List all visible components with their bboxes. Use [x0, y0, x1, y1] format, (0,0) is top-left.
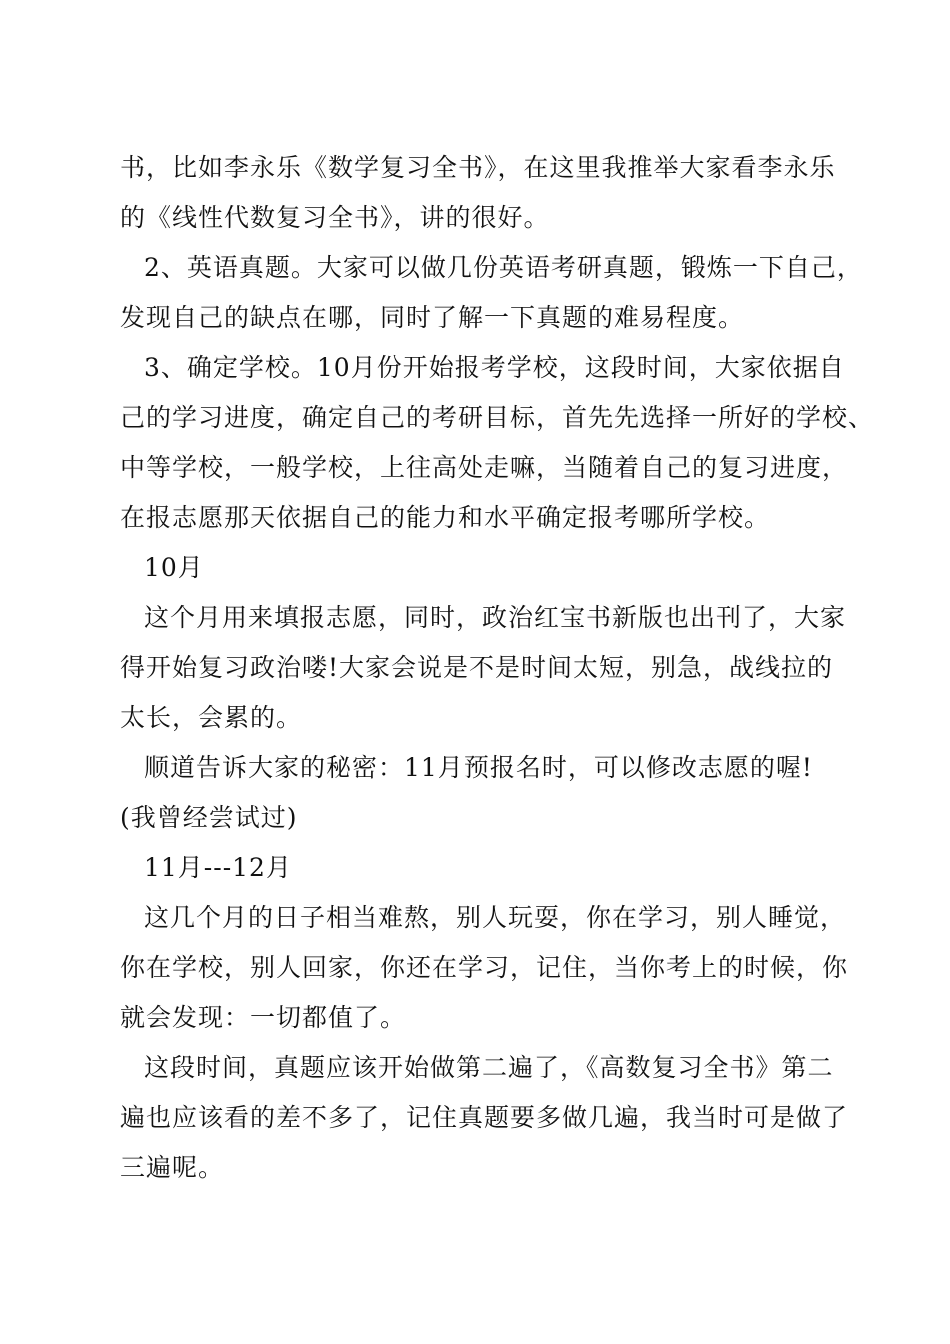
- text-line: 就会发现：一切都值了。: [120, 1003, 407, 1032]
- text-line: 3、确定学校。10月份开始报考学校，这段时间，大家依据自: [144, 353, 845, 382]
- text-line: 你在学校，别人回家，你还在学习，记住，当你考上的时候，你: [120, 953, 849, 982]
- text-line: (我曾经尝试过): [120, 803, 298, 832]
- text-line: 这段时间，真题应该开始做第二遍了，《高数复习全书》第二: [144, 1053, 834, 1082]
- text-line: 发现自己的缺点在哪，同时了解一下真题的难易程度。: [120, 303, 745, 332]
- text-line: 三遍呢。: [120, 1153, 225, 1182]
- text-line: 太长，会累的。: [120, 703, 303, 732]
- text-line: 得开始复习政治喽!大家会说是不是时间太短，别急，战线拉的: [120, 653, 834, 682]
- text-line: 遍也应该看的差不多了，记住真题要多做几遍，我当时可是做了: [120, 1103, 849, 1132]
- text-line: 这几个月的日子相当难熬，别人玩耍，你在学习，别人睡觉，: [144, 903, 847, 932]
- text-line: 己的学习进度，确定自己的考研目标，首先先选择一所好的学校、: [120, 403, 875, 432]
- text-line: 书，比如李永乐《数学复习全书》，在这里我推举大家看李永乐: [120, 153, 836, 182]
- text-line: 顺道告诉大家的秘密：11月预报名时，可以修改志愿的喔!: [144, 753, 813, 782]
- text-line: 在报志愿那天依据自己的能力和水平确定报考哪所学校。: [120, 503, 771, 532]
- text-line: 2、英语真题。大家可以做几份英语考研真题，锻炼一下自己，: [144, 253, 863, 282]
- text-line: 的《线性代数复习全书》，讲的很好。: [120, 203, 550, 232]
- section-heading: 10月: [144, 553, 204, 582]
- section-heading: 11月---12月: [144, 853, 292, 882]
- text-line: 中等学校，一般学校，上往高处走嘛，当随着自己的复习进度，: [120, 453, 849, 482]
- text-line: 这个月用来填报志愿，同时，政治红宝书新版也出刊了，大家: [144, 603, 847, 632]
